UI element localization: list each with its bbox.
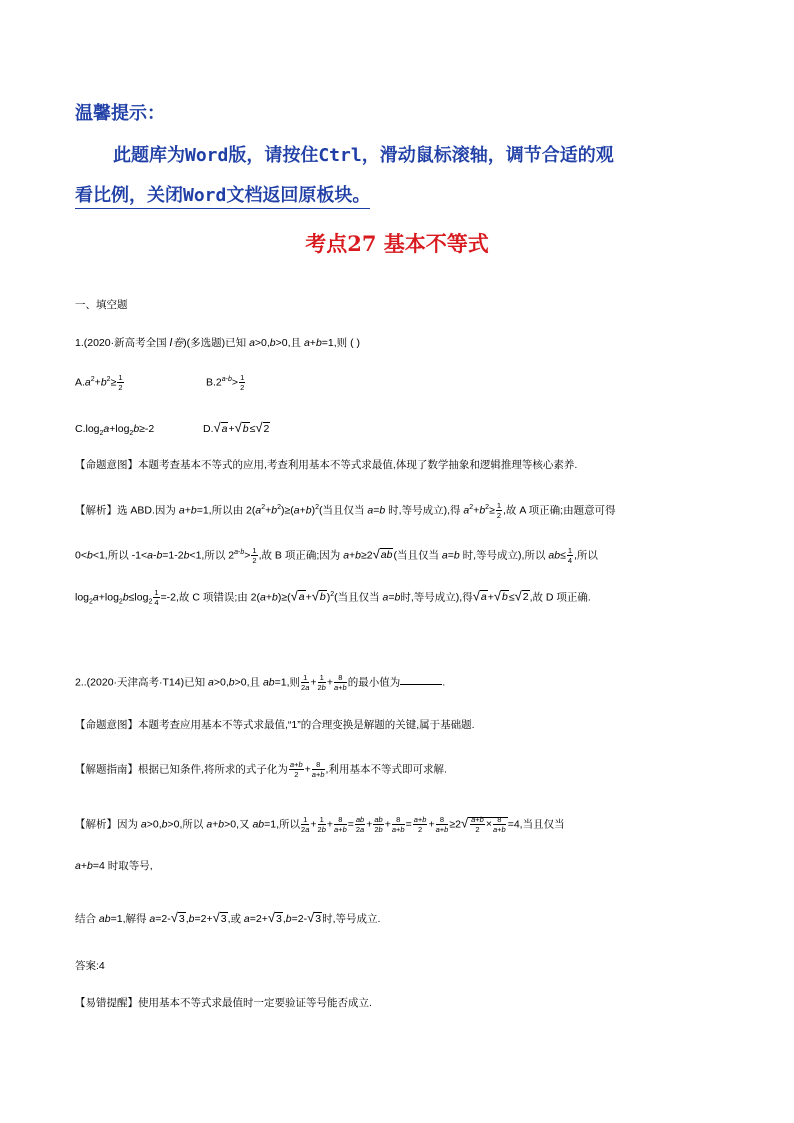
q1-solution-line-3: $\log_2a+\log_2b\le\log_2$ $\frac{1}{4}$ =-2,故 C 项错误;由 $2(a+b)\ge(√a+√b)^2$(当且仅当 a=b时,等号成立),得√a+√b≤√2,故 D 项正确. xyxy=(75,588,591,607)
q1-option-c: $C.\log_2a+\log_2b\ge-2$ xyxy=(75,423,155,438)
q2-stem: 2..(2020·天津高考·T14)已知 a>0,b>0,且 ab=1,则 $\frac{1}{2a}$ + $\frac{1}{2b}$ + $\frac{8}{a+b}$ 的最小值为 . xyxy=(75,673,446,692)
q1-solution-line-1: 【解析】选 ABD.因为 a+b=1,所以由 $2(a^2+b^2)\ge(a+b)^2$(当且仅当 a=b 时,等号成立),得 $a^2+b^2\ge$ $\frac{1}{2}$ ,故 A 项正确;由题意可得 xyxy=(75,501,616,520)
q2-solution-line-2: a+b=4 时取等号, xyxy=(75,860,153,872)
tip-text-line-2: 看比例，关闭Word文档返回原板块。 xyxy=(75,181,370,209)
q1-stem: 1.(2020·新高考全国 Ⅰ卷)(多选题)已知 a>0,b>0,且 a+b=1,则 ( ) xyxy=(75,337,360,349)
q2-guide: 【解题指南】根据已知条件,将所求的式子化为 $\frac{a+b}{2}$ + $\frac{8}{a+b}$ ,利用基本不等式即可求解. xyxy=(75,760,447,779)
q1-option-b: $B.2^{a-b}>$ $\frac{1}{2}$ xyxy=(206,373,245,392)
tip-text-line-1: 此题库为Word版，请按住Ctrl，滑动鼠标滚轴，调节合适的观 xyxy=(113,145,614,166)
answer-blank[interactable] xyxy=(400,684,442,685)
document-title: 考点27 基本不等式 xyxy=(305,231,489,256)
q2-answer: 答案:4 xyxy=(75,960,105,972)
q2-intent: 【命题意图】本题考查应用基本不等式求最值,“1”的合理变换是解题的关键,属于基础题. xyxy=(75,719,475,731)
q1-option-a: $A.a^2+b^2\ge$ $\frac{1}{2}$ xyxy=(75,373,123,392)
q2-warning: 【易错提醒】使用基本不等式求最值时一定要验证等号能否成立. xyxy=(75,997,372,1009)
q1-option-d: D.√a+√b≤√2 xyxy=(203,420,270,435)
q1-solution-line-2: 0<b<1,所以 -1<a-b=1-2b<1,所以 $2^{a-b}>$ $\frac{1}{2}$ ,故 B 项正确;因为 a+b≥2√ab(当且仅当 a=b 时,等号成立),所以 ab≤ $\frac{1}{4}$ ,所以 xyxy=(75,546,598,565)
q1-intent: 【命题意图】本题考查基本不等式的应用,考查利用基本不等式求最值,体现了数学抽象和逻辑推理等核心素养. xyxy=(75,459,578,471)
q2-solution-line-1: 【解析】因为 a>0,b>0,所以 a+b>0,又 ab=1,所以 $\frac{1}{2a}$ + $\frac{1}{2b}$ + $\frac{8}{a+b}$ = $\frac{ab}{2a}$ + $\frac{ab}{2b}$ + $\frac{8}{a+b}$ = $\frac{a+b}{2}$ + $\frac{8}{a+b}$ ≥2√ $\frac{a+b}{2}$ × $\frac{8}{a+b}$ =4,当且仅当 xyxy=(75,815,565,834)
tip-title: 温馨提示： xyxy=(75,103,165,124)
q2-combine: 结合 ab=1,解得 a=2-√3,b=2+√3,或 a=2+√3,b=2-√3时,等号成立. xyxy=(75,910,381,925)
section-heading: 一、填空题 xyxy=(75,299,128,311)
